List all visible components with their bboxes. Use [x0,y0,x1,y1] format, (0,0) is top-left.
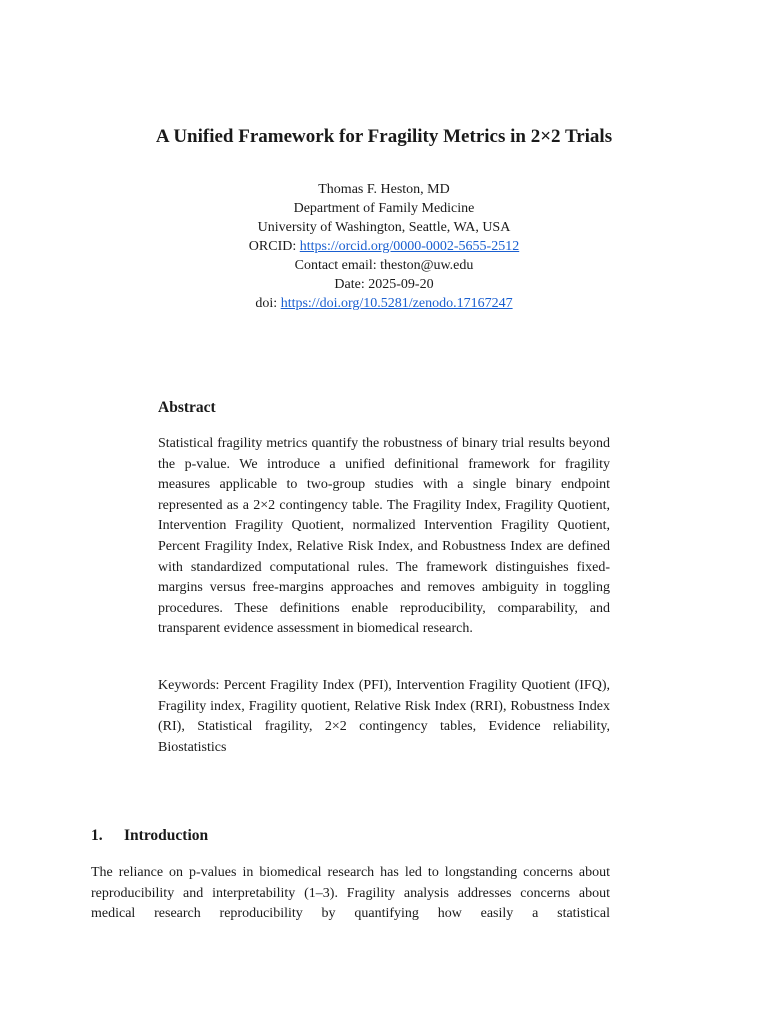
keywords: Keywords: Percent Fragility Index (PFI), Intervention Fragility Quotient (IFQ), Fragility index, Fragility quotient, Relative Risk Index (RRI), Robustness Index (RI), Statistical fragility, 2×2 contingency tables, Evidence reliability, Biostatistics [158,678,610,755]
abstract-body: Statistical fragility metrics quantify the robustness of binary trial results beyond the p-value. We introduce a unified definitional framework for fragility measures applicable to two-group studies with a single binary endpoint represented as a 2×2 contingency table. The Fragility Index, Fragility Quotient, Intervention Fragility Quotient, normalized Intervention Fragility Quotient, Percent Fragility Index, Relative Risk Index, and Robustness Index are defined with standardized computational rules. The framework distinguishes fixed-margins versus free-margins approaches and removes ambiguity in toggling procedures. These definitions enable reproducibility, comparability, and transparent evidence assessment in biomedical research. [158,436,610,637]
section-number: 1. [91,827,103,844]
section-title: Introduction [124,827,209,844]
doi-label: doi: [255,296,281,311]
author-institution: University of Washington, Seattle, WA, USA [257,220,511,235]
section-heading-introduction [91,826,208,846]
doi-line [0,294,768,313]
orcid-link[interactable]: https://orcid.org/0000-0002-5655-2512 [299,239,520,254]
abstract-heading: Abstract [158,399,216,416]
introduction-body: The reliance on p-values in biomedical research has led to longstanding concerns about reproducibility and interpretability (1–3). Fragility analysis addresses concerns about medical research reproducibility by quantifying how easily a statistical [91,865,610,922]
contact-email: Contact email: theston@uw.edu [294,258,474,273]
author-name: Thomas F. Heston, MD [318,182,450,197]
paper-date: Date: 2025-09-20 [334,277,434,292]
orcid-line [0,237,768,256]
orcid-label: ORCID: [248,239,300,254]
author-block [0,180,768,313]
doi-link[interactable]: https://doi.org/10.5281/zenodo.17167247 [280,296,513,311]
author-department: Department of Family Medicine [293,201,475,216]
paper-title: A Unified Framework for Fragility Metrics in 2×2 Trials [155,126,613,147]
